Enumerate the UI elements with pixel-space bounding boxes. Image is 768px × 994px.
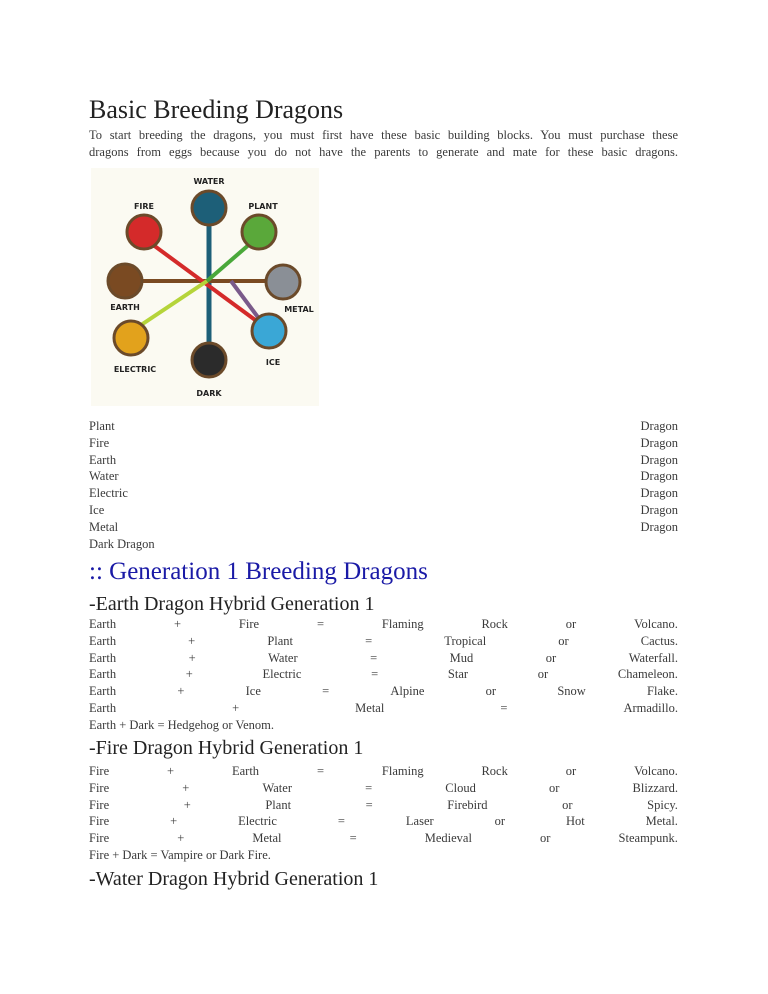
section-heading-water: -Water Dragon Hybrid Generation 1 (89, 868, 379, 890)
svg-text:PLANT: PLANT (248, 202, 278, 211)
svg-text:ELECTRIC: ELECTRIC (113, 365, 157, 374)
svg-text:METAL: METAL (284, 305, 314, 314)
intro-paragraph (89, 127, 678, 161)
fire-hybrid-table (89, 763, 678, 864)
table-row: Fire + Metal = Medieval or Steampunk. (89, 831, 678, 846)
list-item: Fire Dragon (89, 435, 678, 450)
intro-line: To start breeding the dragons, you must first have these basic building blocks. You must purchase these (89, 128, 678, 142)
table-row: Fire + Plant = Firebird or Spicy. (89, 797, 678, 812)
table-row: Earth + Electric = Star or Chameleon. (89, 667, 678, 682)
table-row: Earth + Ice = Alpine or Snow Flake. (89, 684, 678, 699)
list-item: Electric Dragon (89, 486, 678, 501)
element-wheel-icon (91, 168, 319, 406)
list-item: Dark Dragon (89, 536, 155, 551)
element-wheel-diagram (91, 168, 319, 406)
table-row: Fire + Water = Cloud or Blizzard. (89, 780, 678, 795)
intro-line: dragons from eggs because you do not have the parents to generate and mate for these basic dragons. (89, 145, 678, 159)
section-heading-earth: -Earth Dragon Hybrid Generation 1 (89, 593, 375, 615)
page-title: Basic Breeding Dragons (89, 95, 344, 124)
list-item: Earth Dragon (89, 452, 678, 467)
table-row: Earth + Plant = Tropical or Cactus. (89, 633, 678, 648)
list-item: Water Dragon (89, 469, 678, 484)
table-row: Earth + Metal = Armadillo. (89, 700, 678, 715)
svg-text:EARTH: EARTH (110, 303, 140, 312)
svg-text:DARK: DARK (196, 389, 222, 398)
earth-hybrid-table (89, 616, 678, 734)
generation-heading: :: Generation 1 Breeding Dragons (89, 558, 428, 585)
table-row: Earth + Water = Mud or Waterfall. (89, 650, 678, 665)
table-row: Fire + Electric = Laser or Hot Metal. (89, 814, 678, 829)
table-row: Fire + Dark = Vampire or Dark Fire. (89, 847, 271, 862)
table-row: Earth + Dark = Hedgehog or Venom. (89, 717, 275, 732)
svg-text:FIRE: FIRE (133, 202, 155, 211)
list-item: Ice Dragon (89, 502, 678, 517)
svg-text:ICE: ICE (265, 358, 281, 367)
basic-dragons-list (89, 418, 678, 552)
section-heading-fire: -Fire Dragon Hybrid Generation 1 (89, 737, 364, 759)
table-row: Fire + Earth = Flaming Rock or Volcano. (89, 764, 678, 778)
list-item: Plant Dragon (89, 419, 678, 433)
list-item: Metal Dragon (89, 519, 678, 534)
table-row: Earth + Fire = Flaming Rock or Volcano. (89, 617, 678, 631)
svg-text:WATER: WATER (193, 177, 225, 186)
